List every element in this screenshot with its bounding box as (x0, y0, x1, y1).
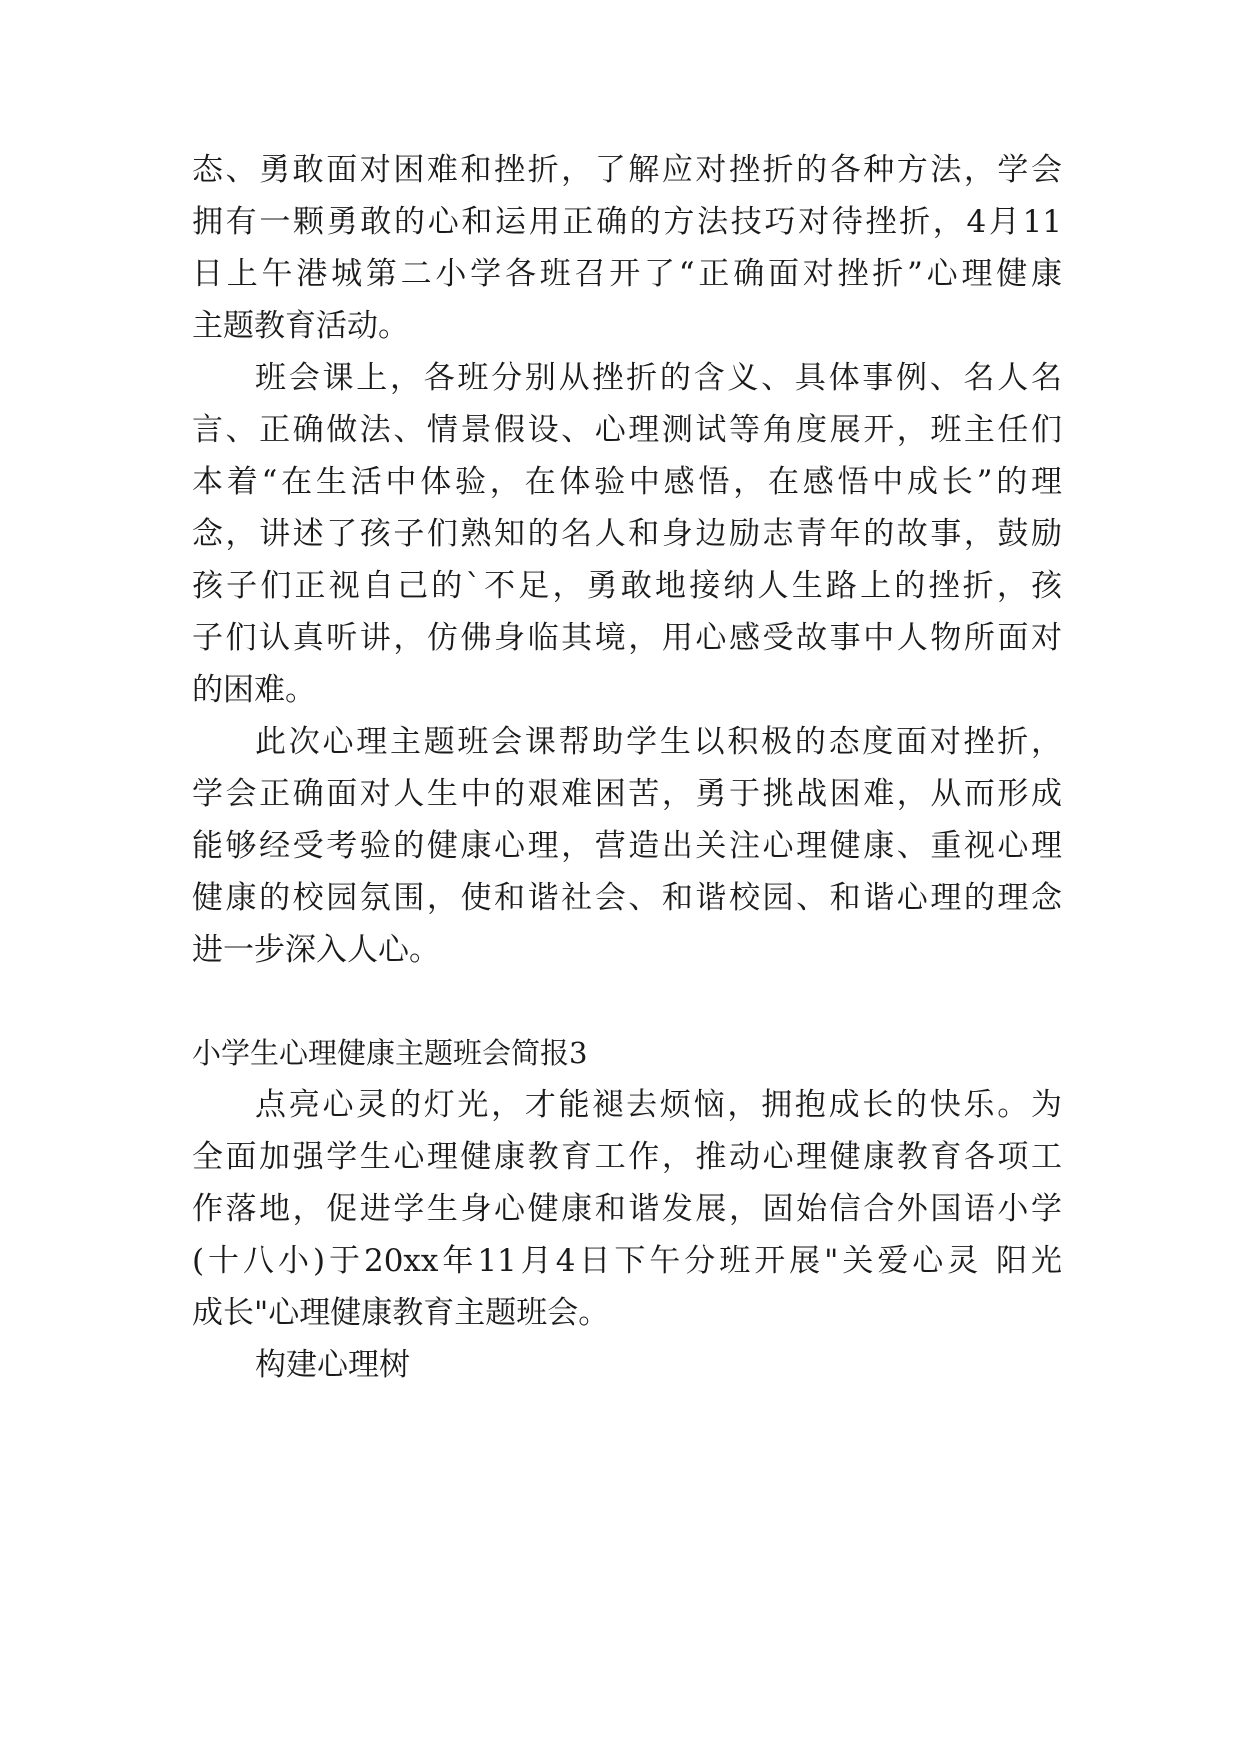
text-line: 念，讲述了孩子们熟知的名人和身边励志青年的故事，鼓励 (192, 516, 1062, 552)
text-line: 子们认真听讲，仿佛身临其境，用心感受故事中人物所面对 (192, 620, 1062, 656)
text-line: 班会课上，各班分别从挫折的含义、具体事例、名人名 (255, 360, 1062, 396)
text-line: 此次心理主题班会课帮助学生以积极的态度面对挫折， (255, 724, 1062, 760)
text-line: (十八小)于20xx年11月4日下午分班开展"关爱心灵 阳光 (192, 1243, 1062, 1279)
text-line: 日上午港城第二小学各班召开了“正确面对挫折”心理健康 (192, 256, 1062, 292)
text-line: 进一步深入人心。 (192, 932, 440, 968)
text-line: 言、正确做法、情景假设、心理测试等角度展开，班主任们 (192, 412, 1062, 448)
text-line: 本着“在生活中体验，在体验中感悟，在感悟中成长”的理 (192, 464, 1062, 500)
text-line: 作落地，促进学生身心健康和谐发展，固始信合外国语小学 (192, 1191, 1062, 1227)
text-line: 态、勇敢面对困难和挫折，了解应对挫折的各种方法，学会 (192, 152, 1062, 188)
text-line: 拥有一颗勇敢的心和运用正确的方法技巧对待挫折，4月11 (192, 204, 1062, 240)
section-heading: 小学生心理健康主题班会简报3 (192, 1036, 588, 1070)
text-line: 学会正确面对人生中的艰难困苦，勇于挑战困难，从而形成 (192, 776, 1062, 812)
text-line: 构建心理树 (255, 1347, 410, 1383)
text-line: 点亮心灵的灯光，才能褪去烦恼，拥抱成长的快乐。为 (255, 1087, 1062, 1123)
text-line: 孩子们正视自己的`不足，勇敢地接纳人生路上的挫折，孩 (192, 568, 1062, 604)
text-line: 全面加强学生心理健康教育工作，推动心理健康教育各项工 (192, 1139, 1062, 1175)
text-line: 成长"心理健康教育主题班会。 (192, 1295, 610, 1331)
text-line: 的困难。 (192, 672, 316, 708)
text-line: 能够经受考验的健康心理，营造出关注心理健康、重视心理 (192, 828, 1062, 864)
text-line: 主题教育活动。 (192, 308, 409, 344)
text-line: 健康的校园氛围，使和谐社会、和谐校园、和谐心理的理念 (192, 880, 1062, 916)
